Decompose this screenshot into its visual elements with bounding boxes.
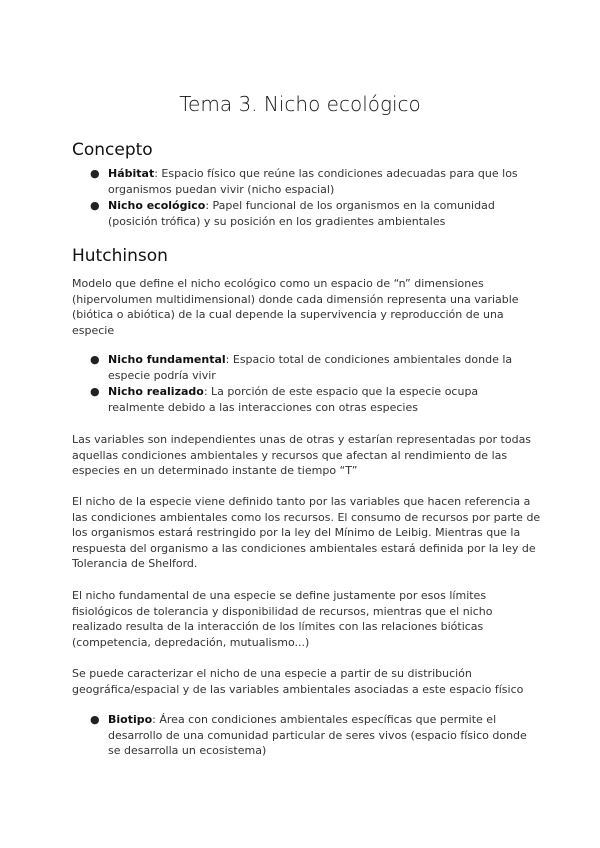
definition-biotipo: : Área con condiciones ambientales específicas que permite el desarrollo de una comunidad particular de seres vivos (espacio físico donde se desarrolla un ecosistema) — [108, 713, 527, 758]
term-biotipo: Biotipo — [108, 713, 153, 726]
bullet-icon: ● — [90, 167, 100, 180]
concepto-list — [90, 166, 530, 230]
paragraph-caracterizar: Se puede caracterizar el nicho de una especie a partir de su distribución geográfica/espacial y de las variables ambientales asociadas a este espacio físico — [72, 667, 524, 696]
list-item — [90, 198, 530, 229]
definition-nicho-fundamental: : Espacio total de condiciones ambientales donde la especie podría vivir — [108, 353, 513, 382]
definition-habitat: : Espacio físico que reúne las condiciones adecuadas para que los organismos puedan vivir (nicho espacial) — [108, 167, 518, 196]
bullet-icon: ● — [90, 713, 100, 726]
bullet-icon: ● — [90, 385, 100, 399]
paragraph-nicho-especie: El nicho de la especie viene definido tanto por las variables que hacen referencia a las condiciones ambientales como los recursos. El consumo de recursos por parte de los organismos estará restringido por la ley del Mínimo de Leibig. Mientras que la respuesta del organismo a las condiciones ambientales estará definida por la ley de Tolerancia de Shelford. — [72, 495, 541, 571]
hutchinson-list — [90, 352, 530, 416]
bullet-icon: ● — [90, 199, 100, 213]
biotipo-list — [90, 712, 530, 760]
definition-nicho-ecologico: : Papel funcional de los organismos en la comunidad (posición trófica) y su posición en los gradientes ambientales — [108, 199, 495, 228]
heading-concepto: Concepto — [72, 140, 153, 160]
term-nicho-fundamental: Nicho fundamental — [108, 353, 226, 366]
document-title: Tema 3. Nicho ecológico — [179, 92, 421, 116]
list-item — [90, 352, 530, 383]
list-item — [90, 384, 530, 415]
definition-nicho-realizado: : La porción de este espacio que la especie ocupa realmente debido a las interacciones con otras especies — [108, 385, 479, 414]
list-item — [90, 712, 530, 759]
list-item — [90, 166, 530, 197]
hutchinson-intro: Modelo que define el nicho ecológico como un espacio de “n” dimensiones (hipervolumen multidimensional) donde cada dimensión representa una variable (biótica o abiótica) de la cual depende la supervivencia y reproducción de una especie — [72, 277, 519, 337]
paragraph-nicho-fundamental: El nicho fundamental de una especie se define justamente por esos límites fisiológicos de tolerancia y disponibilidad de recursos, mientras que el nicho realizado resulta de la interacción de los límites con las relaciones bióticas (competencia, depredación, mutualismo...) — [72, 589, 493, 649]
term-nicho-realizado: Nicho realizado — [108, 385, 204, 399]
heading-hutchinson: Hutchinson — [72, 246, 168, 266]
term-nicho-ecologico: Nicho ecológico — [108, 199, 206, 213]
term-habitat: Hábitat — [108, 167, 155, 180]
paragraph-variables: Las variables son independientes unas de otras y estarían representadas por todas aquellas condiciones ambientales y recursos que afectan al rendimiento de las especies en un determinado instante de tiempo “T” — [72, 433, 532, 478]
bullet-icon: ● — [90, 353, 100, 366]
